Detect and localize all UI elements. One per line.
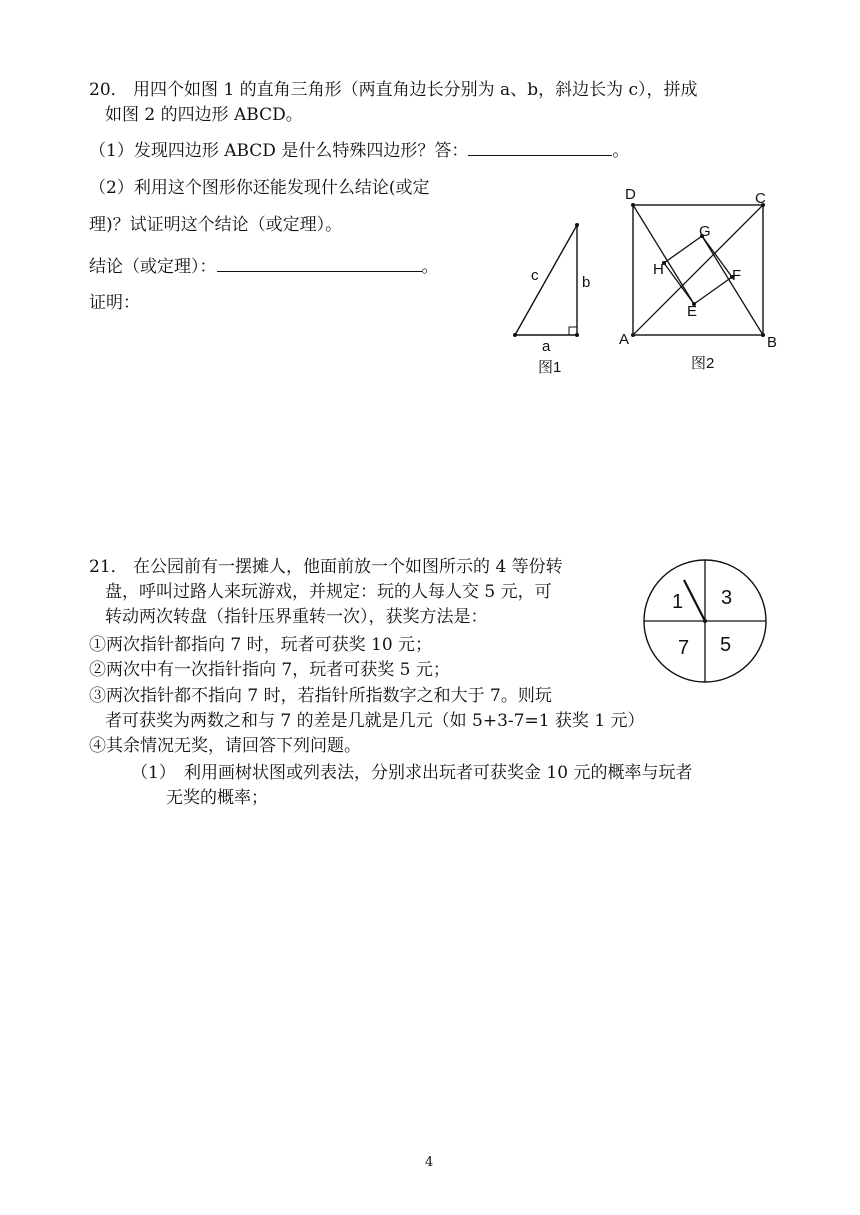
fig2-label-D: D <box>625 186 636 203</box>
spinner-pointer <box>684 580 705 621</box>
q20-part1-text: （1）发现四边形 ABCD 是什么特殊四边形？答： <box>89 141 469 161</box>
conclusion-blank[interactable] <box>217 255 422 272</box>
spinner-wheel <box>640 558 770 688</box>
fig2-label-C: C <box>755 190 766 207</box>
q20-proof-label: 证明： <box>89 293 140 313</box>
q20-part2-line1: （2）利用这个图形你还能发现什么结论(或定 <box>89 178 430 198</box>
q21-rule2: ②两次中有一次指针指向 7，玩者可获奖 5 元； <box>89 660 450 680</box>
spinner-number-3: 3 <box>721 587 733 609</box>
q20-part1-end: 。 <box>612 141 630 161</box>
fig2-label-H: H <box>653 261 664 278</box>
fig2-label-E: E <box>687 303 698 320</box>
q21-rule4: ④其余情况无奖，请回答下列问题。 <box>89 736 361 756</box>
q21-rule3b: 者可获奖为两数之和与 7 的差是几就是几元（如 5+3-7=1 获奖 1 元） <box>105 711 645 731</box>
q21-line2: 盘，呼叫过路人来玩游戏，并规定：玩的人每人交 5 元，可 <box>105 582 552 602</box>
conclusion-label: 结论（或定理）： <box>89 257 217 277</box>
fig1-label-b: b <box>582 274 591 291</box>
fig1-label-c: c <box>531 267 539 284</box>
q21-rule3a: ③两次指针都不指向 7 时，若指针所指数字之和大于 7。则玩 <box>89 686 552 706</box>
q21-sub1-line1: 利用画树状图或列表法，分别求出玩者可获奖金 10 元的概率与玩者 <box>184 763 693 783</box>
fig2-label-F: F <box>732 267 742 284</box>
q21-line1: 21． 在公园前有一摆摊人，他面前放一个如图所示的 4 等份转 <box>89 557 563 577</box>
spinner-number-7: 7 <box>678 637 690 659</box>
q20-line2: 如图 2 的四边形 ABCD。 <box>105 105 303 125</box>
fig2-label-G: G <box>699 223 711 240</box>
figure-2-square <box>615 185 790 380</box>
q20-conclusion <box>89 255 439 278</box>
q21-line3: 转动两次转盘（指针压界重转一次），获奖方法是： <box>105 607 488 627</box>
fig2-label-B: B <box>767 334 778 351</box>
fig2-caption: 图2 <box>691 355 715 372</box>
fig1-label-a: a <box>542 338 551 355</box>
q20-part2-line2: 理)？试证明这个结论（或定理）。 <box>89 215 343 235</box>
fig2-label-A: A <box>619 331 630 348</box>
conclusion-end: 。 <box>421 257 439 277</box>
fig1-caption: 图1 <box>538 359 562 376</box>
q20-part1 <box>89 139 629 162</box>
q21-rule1: ①两次指针都指向 7 时，玩者可获奖 10 元； <box>89 635 433 655</box>
q21-sub1-line2: 无奖的概率； <box>166 788 268 808</box>
spinner-number-1: 1 <box>672 591 684 613</box>
q20-line1: 20． 用四个如图 1 的直角三角形（两直角边长分别为 a、b，斜边长为 c），拼成 <box>89 80 698 100</box>
spinner-number-5: 5 <box>720 634 732 656</box>
answer-blank-1[interactable] <box>468 139 612 156</box>
figure-1-triangle <box>500 215 600 380</box>
q21-sub1-number: （1） <box>131 763 176 783</box>
page-number: 4 <box>425 1155 434 1170</box>
